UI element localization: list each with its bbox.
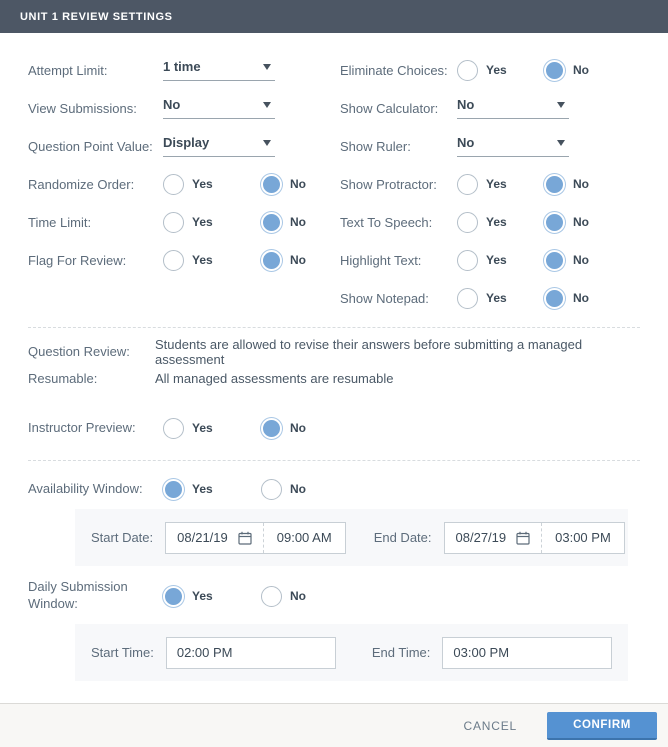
setting-row-eliminate-choices: [340, 51, 640, 89]
start-time-input[interactable]: [166, 637, 336, 669]
dropdown-value: Display: [163, 135, 210, 150]
info-text: Students are allowed to revise their answers before submitting a managed assessment: [155, 336, 583, 367]
radio-yes[interactable]: Yes: [457, 174, 544, 195]
daily-submission-window-panel: [75, 624, 628, 681]
radio-circle-icon: [457, 212, 478, 233]
end-time-value[interactable]: 03:00 PM: [541, 523, 624, 553]
chevron-down-icon: [263, 64, 271, 70]
radio-circle-icon: [261, 586, 282, 607]
end-time-label: End Time:: [371, 645, 431, 660]
radio-circle-icon: [261, 418, 282, 439]
info-label: Question Review:: [28, 344, 130, 359]
chevron-down-icon: [263, 140, 271, 146]
radio-yes[interactable]: Yes: [163, 479, 261, 500]
start-date-field[interactable]: [165, 522, 346, 554]
show-protractor-radio-group: [457, 174, 631, 195]
setting-row-time-limit: [28, 203, 340, 241]
end-time-input[interactable]: [442, 637, 612, 669]
setting-label: Availability Window:: [28, 480, 143, 496]
chevron-down-icon: [263, 102, 271, 108]
radio-circle-icon: [544, 174, 565, 195]
radio-circle-icon: [163, 174, 184, 195]
start-date-section[interactable]: [166, 523, 263, 553]
eliminate-choices-radio-group: [457, 60, 631, 81]
calendar-icon: [516, 531, 530, 545]
radio-no[interactable]: No: [261, 212, 359, 233]
daily-submission-window-radio-group: [163, 586, 359, 607]
radio-no[interactable]: No: [261, 586, 359, 607]
end-date-section[interactable]: [445, 523, 542, 553]
end-date-label: End Date:: [373, 530, 432, 545]
setting-label: Daily Submission Window:: [28, 579, 128, 611]
radio-circle-icon: [457, 288, 478, 309]
setting-row-question-point-value: [28, 127, 340, 165]
setting-row-randomize-order: [28, 165, 340, 203]
attempt-limit-dropdown[interactable]: [163, 59, 275, 81]
time-limit-radio-group: [163, 212, 359, 233]
highlight-text-radio-group: [457, 250, 631, 271]
setting-row-show-notepad: [340, 279, 640, 317]
instructor-preview-radio-group: [163, 418, 359, 439]
radio-yes[interactable]: Yes: [163, 250, 261, 271]
setting-row-instructor-preview: [28, 408, 640, 448]
info-row-question-review: [28, 338, 640, 365]
settings-column-right: [340, 51, 640, 317]
radio-circle-icon: [544, 60, 565, 81]
radio-no[interactable]: No: [261, 479, 359, 500]
radio-circle-icon: [261, 212, 282, 233]
dropdown-value: 1 time: [163, 59, 201, 74]
setting-row-attempt-limit: [28, 51, 340, 89]
setting-label: Text To Speech:: [340, 214, 433, 230]
setting-label: Eliminate Choices:: [340, 62, 448, 78]
text-to-speech-radio-group: [457, 212, 631, 233]
info-row-resumable: [28, 365, 640, 392]
setting-label: Highlight Text:: [340, 252, 422, 268]
setting-label: Instructor Preview:: [28, 419, 136, 435]
view-submissions-dropdown[interactable]: [163, 97, 275, 119]
settings-grid: [28, 51, 640, 317]
radio-circle-icon: [163, 212, 184, 233]
setting-label: Question Point Value:: [28, 138, 153, 154]
setting-row-highlight-text: [340, 241, 640, 279]
setting-row-daily-submission-window: [28, 576, 640, 616]
dropdown-value: No: [457, 97, 475, 112]
radio-circle-icon: [457, 250, 478, 271]
radio-circle-icon: [544, 212, 565, 233]
randomize-order-radio-group: [163, 174, 359, 195]
dialog-body: [0, 33, 668, 703]
setting-label: Show Ruler:: [340, 138, 411, 154]
flag-for-review-radio-group: [163, 250, 359, 271]
radio-no[interactable]: No: [544, 174, 631, 195]
radio-no[interactable]: No: [544, 250, 631, 271]
radio-circle-icon: [261, 250, 282, 271]
show-ruler-dropdown[interactable]: [457, 135, 569, 157]
radio-circle-icon: [544, 288, 565, 309]
radio-yes[interactable]: Yes: [163, 212, 261, 233]
radio-circle-icon: [261, 479, 282, 500]
dialog-header: [0, 0, 668, 33]
radio-yes[interactable]: Yes: [163, 418, 261, 439]
cancel-button[interactable]: CANCEL: [463, 718, 517, 733]
start-time-label: Start Time:: [91, 645, 154, 660]
radio-no[interactable]: No: [544, 212, 631, 233]
radio-yes[interactable]: Yes: [163, 174, 261, 195]
setting-label: Time Limit:: [28, 214, 92, 230]
setting-label: Flag For Review:: [28, 252, 127, 268]
dialog-footer: [0, 703, 668, 747]
info-section: [28, 338, 640, 392]
setting-label: Show Notepad:: [340, 290, 429, 306]
setting-row-text-to-speech: [340, 203, 640, 241]
radio-yes[interactable]: Yes: [457, 212, 544, 233]
radio-no[interactable]: No: [544, 60, 631, 81]
radio-circle-icon: [457, 174, 478, 195]
availability-window-radio-group: [163, 479, 359, 500]
setting-label: View Submissions:: [28, 100, 137, 116]
settings-column-left: [28, 51, 340, 317]
end-date-value: 08/27/19: [455, 530, 507, 545]
radio-yes[interactable]: Yes: [163, 586, 261, 607]
dashed-divider: [28, 327, 640, 328]
radio-circle-icon: [163, 418, 184, 439]
dialog-title: UNIT 1 REVIEW SETTINGS: [20, 10, 173, 23]
radio-circle-icon: [544, 250, 565, 271]
radio-no[interactable]: No: [261, 174, 359, 195]
end-date-field[interactable]: [444, 522, 625, 554]
radio-circle-icon: [163, 250, 184, 271]
radio-yes[interactable]: Yes: [457, 60, 544, 81]
radio-no[interactable]: No: [544, 288, 631, 309]
start-time-value[interactable]: 09:00 AM: [263, 523, 345, 553]
dropdown-value: No: [457, 135, 475, 150]
chevron-down-icon: [557, 102, 565, 108]
confirm-button[interactable]: CONFIRM: [547, 712, 657, 740]
radio-no[interactable]: No: [261, 250, 359, 271]
info-text: All managed assessments are resumable: [155, 371, 394, 386]
setting-label: Show Calculator:: [340, 100, 439, 116]
radio-circle-icon: [457, 60, 478, 81]
radio-yes[interactable]: Yes: [457, 250, 544, 271]
setting-row-show-protractor: [340, 165, 640, 203]
dropdown-value: No: [163, 97, 181, 112]
radio-circle-icon: [163, 479, 184, 500]
show-calculator-dropdown[interactable]: [457, 97, 569, 119]
setting-row-flag-for-review: [28, 241, 340, 279]
setting-label: Attempt Limit:: [28, 62, 108, 78]
radio-circle-icon: [261, 174, 282, 195]
setting-row-show-calculator: [340, 89, 640, 127]
chevron-down-icon: [557, 140, 565, 146]
setting-row-view-submissions: [28, 89, 340, 127]
radio-circle-icon: [163, 586, 184, 607]
question-point-value-dropdown[interactable]: [163, 135, 275, 157]
show-notepad-radio-group: [457, 288, 631, 309]
availability-window-panel: [75, 509, 628, 566]
start-date-value: 08/21/19: [177, 530, 228, 545]
dashed-divider: [28, 460, 640, 461]
setting-label: Randomize Order:: [28, 176, 135, 192]
calendar-icon: [238, 531, 252, 545]
setting-row-show-ruler: [340, 127, 640, 165]
radio-no[interactable]: No: [261, 418, 359, 439]
setting-row-availability-window: [28, 469, 640, 509]
setting-label: Show Protractor:: [340, 176, 437, 192]
radio-yes[interactable]: Yes: [457, 288, 544, 309]
start-date-label: Start Date:: [91, 530, 154, 545]
info-label: Resumable:: [28, 371, 98, 386]
